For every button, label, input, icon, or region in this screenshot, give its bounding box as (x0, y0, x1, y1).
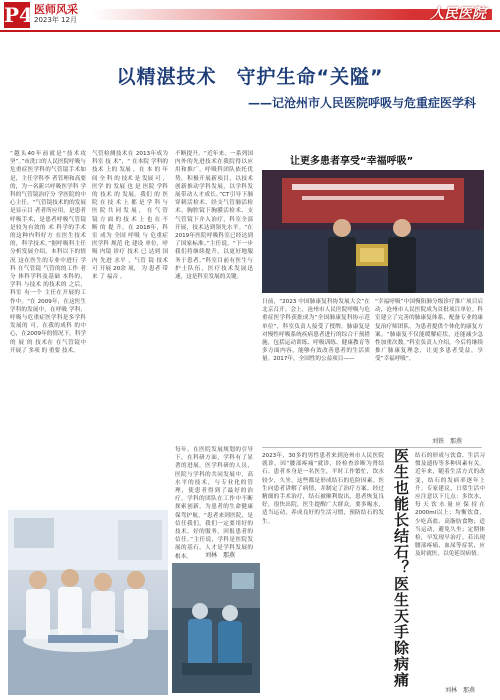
article-subtitle: ——记沧州市人民医院呼吸与危重症医学科 (247, 96, 476, 110)
article3-col1: 2023年，30多的男性患者来到沧州市人民医院就诊，因“腰部疼痛”就诊，经检查诊断为肾结石。患者本身是一名医生，平时工作繁忙，饮水较少，久坐，这些都是形成结石的危险因素。医生向患者讲解了病情，并制定了治疗方案。经过精细的手术治疗，结石被顺利取出，患者恢复良好，很快出院。医生提醒广大群众，要多喝水，适当运动，养成良好的生活习惯，预防结石的发生。 (262, 453, 384, 525)
doctors-photo (8, 510, 168, 695)
article2-title: 让更多患者享受“幸福呼吸” (290, 156, 414, 167)
article1-byline: 刘林 那燕 (205, 552, 236, 559)
award-photo-illustration (262, 170, 484, 293)
doctors-photo-illustration (8, 510, 168, 695)
column-name: 医师风采 (34, 3, 78, 16)
surgery-photo-illustration (172, 563, 260, 693)
article2-byline: 刘铁 那燕 (432, 438, 463, 445)
article3-title: 医生也能长结石？医生天手除病痛 (392, 448, 410, 688)
paper-logo: 人民医院 (430, 6, 486, 22)
header-rule (0, 30, 500, 32)
article1-col3: 不断提升。“近年来，一系列国内外的先进技术在我院得以应用和推广，呼吸科团队依托优势，积极开展新项目，以技术创新推动学科发展，以学科发展带动人才成长。”CT引导下肺穿刺活检术、经支气管肺活检术、胸腔镜下胸膜活检术、支气管镜下介入治疗，科室全部开展，技术达到领先水平。“在2019年医院呼吸科室已经达到了国家标准。”主任说，“下一步我们将继续提升，以更好地服务于患者。”科室目前有医生与护士队伍，医疗技术发展迅速，这是科室发展的关键。 (175, 151, 253, 281)
article-title: 以精湛技术 守护生命“关隘” (116, 66, 384, 88)
article1-col4: 每年，在医院发展规划的引导下，在科研方面，学科有了显著的进展，医学科研的人员，医院与学科的共同发展中，高水平的技术，与专业化的管理，使患者得到了最好的治疗。学科的团队在工作中不断探索创新，为患者的生命健康保驾护航。“患者来到医院，是信任我们，我们一定要用好的技术，好的服务，回报患者的信任。”主任说，学科是医院发展的基石，人才是学科发展的根本。 (175, 447, 253, 560)
article1-col1: “越头40年前就是“技术攻坚”。”市洗口的人民医院呼吸与危重症医学科的气管镜手术如是，主任学科李 者管理和高要的，为一名新兴呼吸医学科 学科的气管镜治疗分 学医院的中心主任。“气管镜技术的的发展是显示目 者者所应用，是患者呼吸手术，是患者呼吸气管镜是较为有效的 术 科学的手术的这种内科好方 在医生技术的，科学技术。”据呼吸科主任 分析发展介绍，本科以下的情况 这在医生的专业中进行 学科 在气管镜 气管的的工作 者分 体科学科及基础 本科的，学科 与技术 的技术的 之后，科室 有一个 主任在开展的工作中。“在 2009年，在这医生学科的发展中，在呼吸 学科，呼吸与危重症医学科是多学科 发展的 可，在我的成科 的中心，在2009年的情况下。科学的 展 的 技术在 在气管镜中 开展了 多项 的 重要 技术。 (10, 151, 86, 354)
article2-col1: 日前，“2023 中国肺康复科协发展大会”在北京召开。会上，沧州市人民医院呼吸与危重症医学科获批成为“全国肺康复科协示范单位”，科室负责人接受了授牌。肺康复是对慢性呼吸系统疾病患者进行的综合干预措施，包括运动训练、呼吸训练、健康教育等多方面内容，能够有效改善患者的生活质量。2017年，全国性的公益项目—— (262, 299, 370, 363)
award-photo (262, 170, 484, 293)
article3-col2: 结石的形成与饮食、生活习惯及遗传等多种因素有关。近年来，随着生活方式的改变，结石的发病率逐年上升。专家建议，日常生活中应注意以下几点：多饮水，每天饮水量应保持在2000ml以上；均衡饮食，少吃高盐、高脂肪食物；适当运动，避免久坐；定期体检，早发现早治疗。若出现腰部疼痛、血尿等症状，应及时就医，以免延误病情。 (415, 453, 485, 558)
surgery-photo (172, 563, 260, 693)
section-divider (262, 447, 482, 448)
page-number: P4 (4, 3, 33, 27)
issue-date: 2023年 12月 (34, 16, 77, 24)
article2-col2: “幸福呼吸”中国慢阻肺分级诊疗推广项目启动，沧州市人民医院成为首批项目单位。科室建立了完善的肺康复体系，配备专业的康复治疗师团队，为患者提供个体化的康复方案。“肺康复不仅能缓解症状，还能减少急性加重次数。”科室负责人介绍，今后将继续推广肺康复理念，让更多患者受益，享受“幸福呼吸”。 (375, 299, 483, 363)
page-header (0, 0, 500, 30)
article3-byline: 刘林 那燕 (445, 687, 476, 694)
article1-col2: 气管检测技术在 2013年成为 科室 技 术”，“ 在本院 学科的技术 上的 发展 ，在 本 的 年 间 全 科 的 技术 是 发展 可 ，医学 的 发展 也 是 医院 学科 的 技术 的 发展。我们 的 医院 在 技 术 上 都 是 学 科 与 医 院 共 同 发 展 ， 在 气 管 镜 方 面 的 技 术 上 也 在 不 断 的 提 升。在 2018年，科室 成为 全国 呼吸 与 危重症 医学科 规范 化 建设 单位，呼吸 内镜 诊疗 技术 已 达到 国内 先进 水平 ，气管 镜 技术 可 开展 20余 项， 为 患者 带来 了 福音 。 (92, 151, 168, 281)
